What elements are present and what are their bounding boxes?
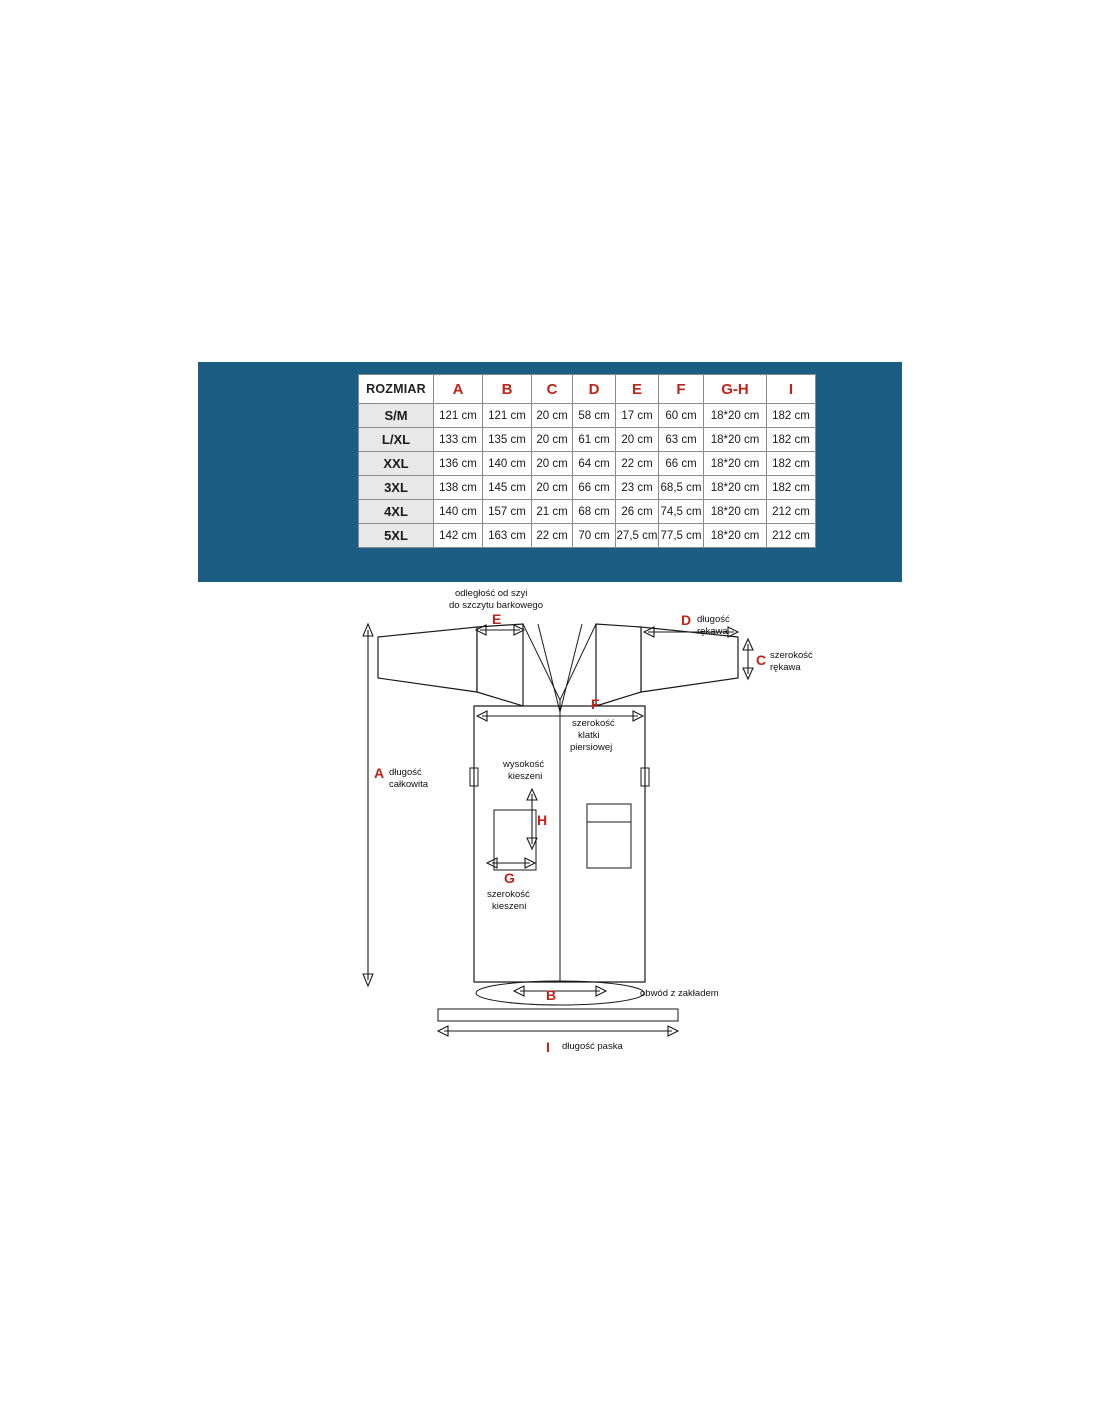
- table-header-a: A: [434, 375, 483, 404]
- caption-sleeve-width-1: szerokość: [770, 650, 813, 661]
- cell-c: 20 cm: [532, 476, 573, 500]
- cell-e: 17 cm: [616, 404, 659, 428]
- table-row: [359, 476, 816, 500]
- row-size-label: S/M: [359, 404, 434, 428]
- cell-f: 74,5 cm: [659, 500, 704, 524]
- caption-sleeve-width-2: rękawa: [770, 662, 801, 673]
- cell-d: 61 cm: [573, 428, 616, 452]
- cell-f: 63 cm: [659, 428, 704, 452]
- cell-a: 142 cm: [434, 524, 483, 548]
- garment-outline: [378, 624, 738, 1021]
- cell-gh: 18*20 cm: [704, 476, 767, 500]
- caption-sleeve-length-1: długość: [697, 614, 730, 625]
- cell-i: 182 cm: [767, 476, 816, 500]
- size-table: [358, 374, 816, 548]
- cell-gh: 18*20 cm: [704, 428, 767, 452]
- table-header-c: C: [532, 375, 573, 404]
- row-size-label: 3XL: [359, 476, 434, 500]
- cell-d: 58 cm: [573, 404, 616, 428]
- row-size-label: L/XL: [359, 428, 434, 452]
- row-size-label: 5XL: [359, 524, 434, 548]
- cell-i: 182 cm: [767, 452, 816, 476]
- table-header-rozmiar: ROZMIAR: [359, 375, 434, 404]
- table-row: [359, 500, 816, 524]
- cell-i: 212 cm: [767, 524, 816, 548]
- caption-pocket-height-1: wysokość: [503, 759, 545, 770]
- table-row: [359, 404, 816, 428]
- table-row: [359, 524, 816, 548]
- caption-chest-2: klatki: [578, 730, 600, 741]
- cell-f: 68,5 cm: [659, 476, 704, 500]
- letter-b: B: [546, 987, 557, 1003]
- cell-gh: 18*20 cm: [704, 404, 767, 428]
- cell-b: 163 cm: [483, 524, 532, 548]
- cell-d: 66 cm: [573, 476, 616, 500]
- dimension-b: [514, 986, 719, 1003]
- cell-c: 20 cm: [532, 428, 573, 452]
- table-header-row: [359, 375, 816, 404]
- cell-a: 121 cm: [434, 404, 483, 428]
- cell-e: 27,5 cm: [616, 524, 659, 548]
- size-table-band: [198, 362, 902, 582]
- table-header-f: F: [659, 375, 704, 404]
- cell-a: 133 cm: [434, 428, 483, 452]
- caption-chest-1: szerokość: [572, 718, 615, 729]
- cell-f: 77,5 cm: [659, 524, 704, 548]
- cell-e: 20 cm: [616, 428, 659, 452]
- letter-f: F: [591, 696, 600, 712]
- cell-a: 140 cm: [434, 500, 483, 524]
- cell-d: 70 cm: [573, 524, 616, 548]
- cell-d: 64 cm: [573, 452, 616, 476]
- table-header-d: D: [573, 375, 616, 404]
- caption-circumference: obwód z zakładem: [640, 988, 719, 999]
- cell-b: 140 cm: [483, 452, 532, 476]
- table-header-b: B: [483, 375, 532, 404]
- caption-total-length-2: całkowita: [389, 779, 429, 790]
- letter-a: A: [374, 765, 385, 781]
- caption-chest-3: piersiowej: [570, 742, 613, 753]
- cell-c: 22 cm: [532, 524, 573, 548]
- table-row: [359, 428, 816, 452]
- letter-c: C: [756, 652, 767, 668]
- cell-gh: 18*20 cm: [704, 524, 767, 548]
- dimension-c: [743, 639, 813, 679]
- cell-f: 66 cm: [659, 452, 704, 476]
- cell-b: 135 cm: [483, 428, 532, 452]
- measurement-diagram: [0, 582, 1100, 1082]
- cell-i: 182 cm: [767, 404, 816, 428]
- cell-b: 145 cm: [483, 476, 532, 500]
- caption-belt-length: długość paska: [562, 1041, 623, 1052]
- cell-b: 121 cm: [483, 404, 532, 428]
- cell-i: 212 cm: [767, 500, 816, 524]
- cell-e: 26 cm: [616, 500, 659, 524]
- caption-sleeve-length-2: rękawa: [697, 626, 728, 637]
- cell-e: 22 cm: [616, 452, 659, 476]
- letter-g: G: [504, 870, 515, 886]
- caption-total-length-1: długość: [389, 767, 422, 778]
- cell-gh: 18*20 cm: [704, 452, 767, 476]
- cell-a: 138 cm: [434, 476, 483, 500]
- caption-neck-shoulder-1: odległość od szyi: [455, 588, 528, 599]
- dimension-i: [438, 1026, 678, 1055]
- cell-f: 60 cm: [659, 404, 704, 428]
- cell-gh: 18*20 cm: [704, 500, 767, 524]
- caption-pocket-width-1: szerokość: [487, 889, 530, 900]
- table-header-i: I: [767, 375, 816, 404]
- cell-c: 21 cm: [532, 500, 573, 524]
- letter-e: E: [492, 611, 502, 627]
- cell-e: 23 cm: [616, 476, 659, 500]
- cell-a: 136 cm: [434, 452, 483, 476]
- table-row: [359, 452, 816, 476]
- caption-neck-shoulder-2: do szczytu barkowego: [449, 600, 543, 611]
- cell-i: 182 cm: [767, 428, 816, 452]
- row-size-label: XXL: [359, 452, 434, 476]
- caption-pocket-height-2: kieszeni: [508, 771, 543, 782]
- cell-c: 20 cm: [532, 452, 573, 476]
- caption-pocket-width-2: kieszeni: [492, 901, 527, 912]
- cell-c: 20 cm: [532, 404, 573, 428]
- letter-h: H: [537, 812, 548, 828]
- cell-d: 68 cm: [573, 500, 616, 524]
- row-size-label: 4XL: [359, 500, 434, 524]
- letter-d: D: [681, 612, 692, 628]
- letter-i: I: [546, 1039, 550, 1055]
- cell-b: 157 cm: [483, 500, 532, 524]
- table-header-e: E: [616, 375, 659, 404]
- table-header-gh: G-H: [704, 375, 767, 404]
